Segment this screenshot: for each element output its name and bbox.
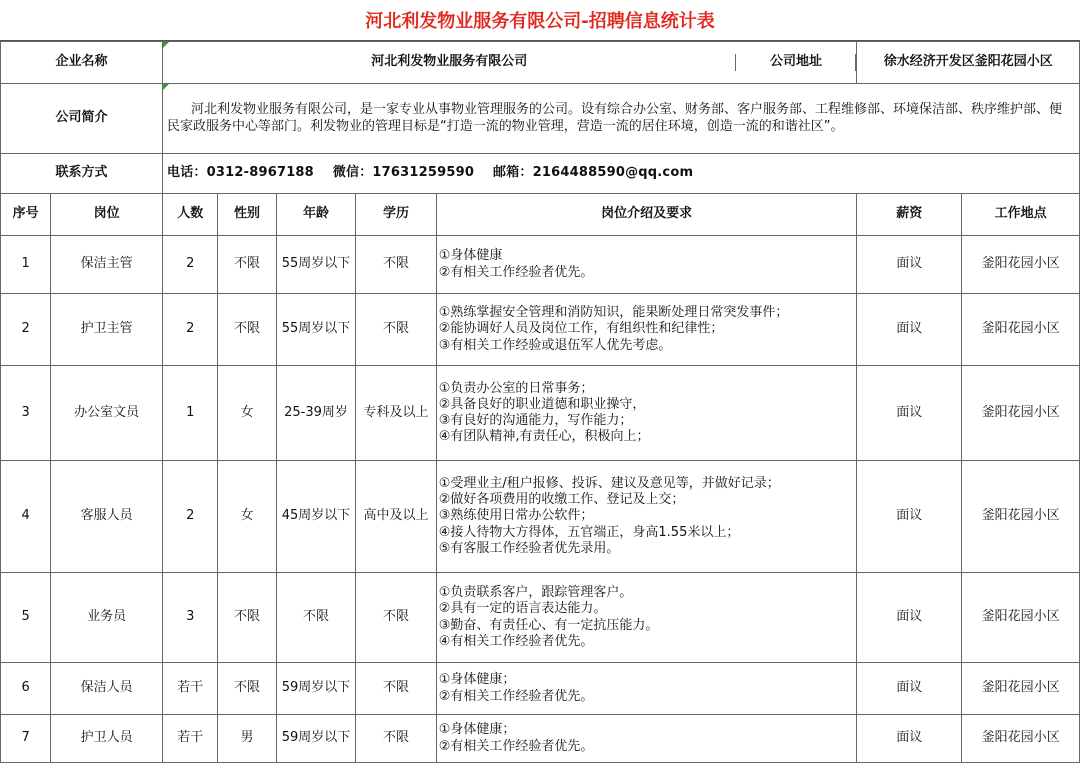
sheet-title: 河北利发物业服务有限公司-招聘信息统计表 <box>0 0 1080 41</box>
requirement-line: ④有相关工作经验者优先。 <box>438 633 594 649</box>
requirement-line: ①负责联系客户，跟踪管理客户。 <box>438 585 633 600</box>
cell-count: 2 <box>163 461 218 573</box>
cell-count: 若干 <box>163 715 218 763</box>
cell-location: 釜阳花园小区 <box>962 294 1080 366</box>
cell-age: 55周岁以下 <box>276 294 356 366</box>
requirement-line: ③勤奋、有责任心、有一定抗压能力。 <box>438 617 659 633</box>
cell-no: 5 <box>1 573 51 663</box>
cell-salary: 面议 <box>857 294 962 366</box>
cell-salary: 面议 <box>857 663 962 715</box>
requirement-line: ②能协调好人员及岗位工作，有组织性和纪律性； <box>438 321 724 337</box>
cell-salary: 面议 <box>857 573 962 663</box>
requirement-line: ④接人待物大方得体，五官端正，身高1.55米以上； <box>438 524 740 540</box>
cell-salary: 面议 <box>857 461 962 573</box>
requirement-line: ①负责办公室的日常事务； <box>438 380 594 396</box>
requirement-line: ①受理业主/租户报修、投诉、建议及意见等，并做好记录； <box>438 475 780 491</box>
cell-count: 3 <box>163 573 218 663</box>
requirement-line: ⑤有客服工作经验者优先录用。 <box>438 540 620 556</box>
cell-no: 2 <box>1 294 51 366</box>
contact-value: 电话：0312-8967188 微信：17631259590 邮箱：2164488590@qq.com <box>163 154 1080 194</box>
header-salary: 薪资 <box>857 194 962 236</box>
cell-count: 1 <box>163 366 218 461</box>
cell-requirements <box>436 573 857 663</box>
cell-requirements <box>436 715 857 763</box>
cell-count: 2 <box>163 294 218 366</box>
cell-location: 釜阳花园小区 <box>962 663 1080 715</box>
cell-requirements <box>436 461 857 573</box>
requirement-line: ①身体健康； <box>438 672 516 688</box>
header-count: 人数 <box>163 194 218 236</box>
cell-age: 55周岁以下 <box>276 236 356 294</box>
company-intro-text: 河北利发物业服务有限公司，是一家专业从事物业管理服务的公司。设有综合办公室、财务部、客户服务部、工程维修部、环境保洁部、秩序维护部、便民家政服务中心等部门。利发物业的管理目标是“打造一流的物业管理，营造一流的居住环境，创造一流的和谐社区”。 <box>163 84 1080 154</box>
cell-location: 釜阳花园小区 <box>962 366 1080 461</box>
cell-gender: 男 <box>218 715 276 763</box>
company-name-value: 河北利发物业服务有限公司 <box>163 54 736 70</box>
requirement-line: ①身体健康； <box>438 722 516 738</box>
job-rows <box>1 236 1080 763</box>
table-header-row <box>1 194 1080 236</box>
cell-education: 专科及以上 <box>356 366 437 461</box>
cell-location: 釜阳花园小区 <box>962 573 1080 663</box>
table-row <box>1 461 1080 573</box>
cell-requirements <box>436 294 857 366</box>
cell-no: 6 <box>1 663 51 715</box>
company-address-value: 徐水经济开发区釜阳花园小区 <box>857 42 1080 84</box>
cell-requirements <box>436 236 857 294</box>
header-no: 序号 <box>1 194 51 236</box>
cell-count: 2 <box>163 236 218 294</box>
header-gender: 性别 <box>218 194 276 236</box>
contact-label: 联系方式 <box>1 154 163 194</box>
cell-gender: 女 <box>218 461 276 573</box>
table-row <box>1 715 1080 763</box>
requirement-line: ①身体健康 <box>438 248 503 264</box>
cell-position: 保洁主管 <box>51 236 163 294</box>
cell-position: 客服人员 <box>51 461 163 573</box>
cell-education: 高中及以上 <box>356 461 437 573</box>
cell-gender: 不限 <box>218 236 276 294</box>
requirement-line: ②有相关工作经验者优先。 <box>438 738 594 754</box>
cell-position: 护卫人员 <box>51 715 163 763</box>
requirement-line: ③熟练使用日常办公软件； <box>438 508 594 524</box>
cell-no: 7 <box>1 715 51 763</box>
cell-education: 不限 <box>356 663 437 715</box>
cell-no: 1 <box>1 236 51 294</box>
header-requirements: 岗位介绍及要求 <box>436 194 857 236</box>
cell-gender: 女 <box>218 366 276 461</box>
cell-age: 45周岁以下 <box>276 461 356 573</box>
cell-requirements <box>436 366 857 461</box>
cell-gender: 不限 <box>218 663 276 715</box>
cell-age: 59周岁以下 <box>276 715 356 763</box>
requirement-line: ④有团队精神,有责任心，积极向上； <box>438 429 650 445</box>
company-address-label: 公司地址 <box>736 54 856 70</box>
header-location: 工作地点 <box>962 194 1080 236</box>
requirement-line: ②做好各项费用的收缴工作、登记及上交； <box>438 492 685 508</box>
cell-age: 25-39周岁 <box>276 366 356 461</box>
cell-salary: 面议 <box>857 715 962 763</box>
cell-position: 护卫主管 <box>51 294 163 366</box>
requirement-line: ③有良好的沟通能力，写作能力； <box>438 413 633 428</box>
cell-no: 3 <box>1 366 51 461</box>
recruitment-table <box>0 41 1080 763</box>
cell-education: 不限 <box>356 294 437 366</box>
table-row <box>1 294 1080 366</box>
company-name-row <box>1 42 1080 84</box>
requirement-line: ①熟练掌握安全管理和消防知识，能果断处理日常突发事件； <box>438 305 789 321</box>
cell-age: 59周岁以下 <box>276 663 356 715</box>
cell-education: 不限 <box>356 715 437 763</box>
cell-salary: 面议 <box>857 366 962 461</box>
cell-count: 若干 <box>163 663 218 715</box>
table-row <box>1 573 1080 663</box>
cell-no: 4 <box>1 461 51 573</box>
cell-position: 保洁人员 <box>51 663 163 715</box>
cell-education: 不限 <box>356 573 437 663</box>
company-intro-label: 公司简介 <box>1 84 163 154</box>
table-row <box>1 236 1080 294</box>
requirement-line: ③有相关工作经验或退伍军人优先考虑。 <box>438 337 672 353</box>
contact-row <box>1 154 1080 194</box>
company-intro-row <box>1 84 1080 154</box>
requirement-line: ②有相关工作经验者优先。 <box>438 264 594 280</box>
cell-location: 釜阳花园小区 <box>962 461 1080 573</box>
cell-gender: 不限 <box>218 573 276 663</box>
requirement-line: ②有相关工作经验者优先。 <box>438 688 594 704</box>
cell-education: 不限 <box>356 236 437 294</box>
table-row <box>1 663 1080 715</box>
header-age: 年龄 <box>276 194 356 236</box>
cell-age: 不限 <box>276 573 356 663</box>
cell-location: 釜阳花园小区 <box>962 236 1080 294</box>
table-row <box>1 366 1080 461</box>
cell-requirements <box>436 663 857 715</box>
requirement-line: ②具备良好的职业道德和职业操守， <box>438 396 646 412</box>
cell-gender: 不限 <box>218 294 276 366</box>
company-name-label: 企业名称 <box>1 42 163 84</box>
header-position: 岗位 <box>51 194 163 236</box>
header-education: 学历 <box>356 194 437 236</box>
cell-position: 业务员 <box>51 573 163 663</box>
cell-salary: 面议 <box>857 236 962 294</box>
requirement-line: ②具有一定的语言表达能力。 <box>438 601 607 617</box>
cell-position: 办公室文员 <box>51 366 163 461</box>
cell-location: 釜阳花园小区 <box>962 715 1080 763</box>
